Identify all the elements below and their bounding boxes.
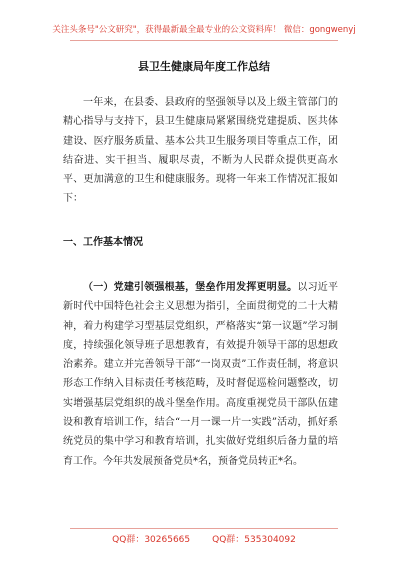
footer [0, 532, 408, 545]
document-title: 县卫生健康局年度工作总结 [138, 60, 270, 73]
footer-divider [70, 528, 338, 529]
subsection-lead-in: （一）党建引领强根基，堡垒作用发挥更明显。 [83, 282, 298, 293]
section-heading: 一、工作基本情况 [63, 237, 143, 248]
intro-paragraph: 一年来，在县委、县政府的坚强领导以及上级主管部门的精心指导与支持下，县卫生健康局紧紧围绕党建提质、医共体建设、医疗服务质量、基本公共卫生服务项目等重点工作，团结奋进、实干担当、履职尽责，不断为人民群众提供更高水平、更加满意的卫生和健康服务。现将一年来工作情况汇报如下： [63, 97, 338, 205]
subsection-paragraph [63, 278, 338, 471]
subsection-body: 以习近平新时代中国特色社会主义思想为指引，全面贯彻党的二十大精神，着力构建学习型基层党组织，严格落实“第一议题”学习制度，持续强化领导班子思想教育，有效提升领导干部的思想政治素养。建立并完善领导干部“一岗双责”工作责任制，将意识形态工作纳入目标责任考核范畴，及时督促巡检问题整改，切实增强基层党组织的战斗堡垒作用。高度重视党员干部队伍建设和教育培训工作，结合“一月一课一片一实践”活动，抓好系统党员的集中学习和教育培训，扎实做好党组织后备力量的培育工作。今年共发展预备党员*名，预备党员转正*名。 [63, 282, 339, 467]
footer-qq-group-2: QQ群：535304092 [212, 535, 296, 545]
footer-qq-group-1: QQ群：30265665 [112, 535, 191, 545]
header-banner: 关注头条号"公文研究"，获得最新最全最专业的公文资料库！ 微信：gongwenyj [52, 25, 356, 35]
header-divider [70, 40, 338, 41]
